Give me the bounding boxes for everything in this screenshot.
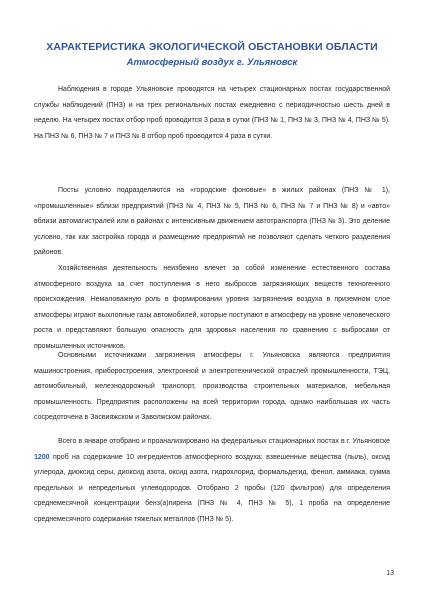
page-title: ХАРАКТЕРИСТИКА ЭКОЛОГИЧЕСКОЙ ОБСТАНОВКИ ОБЛАСТИ: [46, 41, 378, 53]
page-subtitle: Атмосферный воздух г. Ульяновск: [126, 57, 298, 68]
page-number: 13: [386, 570, 394, 577]
paragraph-post-types: Посты условно подразделяются на «городские фоновые» в жилых районах (ПНЗ № 1), «промышленные» вблизи предприятий (ПНЗ № 4, ПНЗ № 5, ПНЗ № 6, ПНЗ № 7 и ПНЗ № 8) и «авто» вблизи автомагистралей или в районах с интенсивным движением автотранспорта (ПНЗ № 3). Это деление условно, так как застройка города и размещение предприятий не позволяют сделать четкого разделения районов.: [34, 187, 390, 257]
paragraph-economic-activity: Хозяйственная деятельность неизбежно влечет за собой изменение естественного состава атмосферного воздуха за счет поступления в него выбросов загрязняющих веществ техногенного происхождения. Немаловажную роль в формировании уровня загрязнения воздуха в приземном слое атмосферы играют выхлопные газы автомобилей, которые поступают в атмосферу на уровне человеческого роста и представляют большую опасность для здоровья населения по сравнению с выбросами от промышленных источников.: [34, 265, 390, 350]
paragraph-observations: Наблюдения в городе Ульяновске проводятся на четырех стационарных постах государственной службы наблюдений (ПНЗ) и на трех региональных постах ежедневно с периодичностью шесть дней в неделю. На четырех постах отбор проб проводится 3 раза в сутки (ПНЗ № 1, ПНЗ № 3, ПНЗ № 4, ПНЗ № 5). На ПНЗ № 6, ПНЗ № 7 и ПНЗ № 8 отбор проб проводится 4 раза в сутки.: [34, 86, 390, 140]
paragraph-january-samples: [34, 434, 390, 528]
paragraph-pollution-sources: Основными источниками загрязнения атмосферы г. Ульяновска являются предприятия машиностроения, приборостроения, электронной и электротехнической отраслей промышленности, ТЭЦ, автомобильный, железнодорожный транспорт, производства строительных материалов, мебельная промышленность. Предприятия расположены на всей территории города, однако наибольшая их часть сосредоточена в Засвияжском и Заволжском районах.: [34, 352, 390, 422]
paragraph-text-before: Всего в январе отобрано и проанализировано на федеральных стационарных постах в г. Ульяновске: [58, 438, 390, 445]
sample-count-highlight: 1200: [34, 453, 50, 461]
paragraph-text-after: проб на содержание 10 ингредиентов атмосферного воздуха: взвешенные вещества (пыль), оксид углерода, диоксид серы, диоксид азота, оксид азота, гидрохлорид, формальдегид, фенол, аммиака, сумма предельных и непредельных углеводородов. Отобрано 2 пробы (120 фильтров) для определения среднемесячной концентрации бенз(а)пирена (ПНЗ № 4, ПНЗ № 5), 1 проба на определение среднемесячного содержания тяжелых металлов (ПНЗ № 5).: [34, 453, 390, 523]
